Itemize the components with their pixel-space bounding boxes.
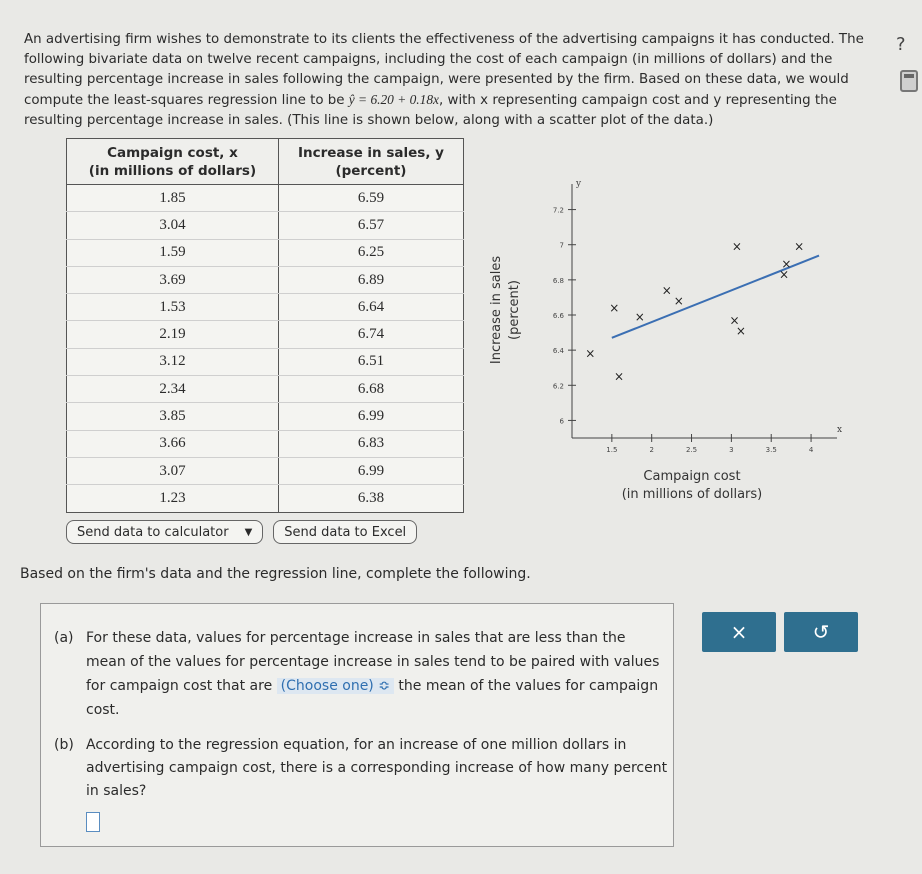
- column-header-sales: Increase in sales, y (percent): [278, 139, 463, 185]
- data-point: ×: [634, 309, 645, 324]
- answer-input[interactable]: [86, 812, 100, 832]
- data-point: ×: [585, 346, 596, 361]
- instructions: Based on the firm's data and the regression line, complete the following.: [20, 566, 531, 582]
- x-axis-symbol: x: [837, 425, 843, 435]
- choose-one-dropdown[interactable]: (Choose one) ≎: [277, 678, 394, 694]
- scatter-plot: [489, 170, 852, 502]
- intro-line: An advertising firm wishes to demonstrate to its clients the effectiveness of the advertising campaigns it has conducted. The: [24, 32, 864, 47]
- send-to-excel-button[interactable]: [273, 520, 417, 544]
- sales-cell: 6.25: [278, 239, 463, 266]
- y-axis-label: Increase in sales: [489, 255, 504, 365]
- intro-line: resulting percentage increase in sales. (This line is shown below, along with a scatter plot of the data.): [24, 113, 714, 128]
- clear-button[interactable]: ×: [702, 612, 776, 652]
- button-label: Send data to Excel: [284, 524, 407, 540]
- table-row: [67, 376, 464, 403]
- sales-cell: 6.38: [278, 485, 463, 512]
- action-buttons: [702, 612, 858, 652]
- intro-text: , with x representing campaign cost and y representing the: [438, 93, 837, 108]
- x-tick-label: 2.5: [685, 446, 698, 454]
- table-row: [67, 294, 464, 321]
- intro-line: [24, 90, 864, 111]
- question-label: (a): [54, 630, 74, 646]
- y-tick-label: 6.6: [552, 312, 564, 320]
- data-point: ×: [794, 239, 805, 254]
- table-row: [67, 239, 464, 266]
- undo-button[interactable]: ↺: [784, 612, 858, 652]
- question-text: According to the regression equation, for an increase of one million dollars in advertising campaign cost, there is a corresponding increase of how many percent in sales?: [86, 737, 668, 799]
- data-point: ×: [781, 257, 792, 272]
- y-tick-label: 6.4: [552, 347, 564, 356]
- send-to-calculator-button[interactable]: [66, 520, 263, 544]
- table-row: [67, 430, 464, 457]
- sales-cell: 6.74: [278, 321, 463, 348]
- y-tick-label: 7: [559, 241, 564, 250]
- cost-cell: 3.66: [67, 430, 279, 457]
- cost-cell: 3.69: [67, 266, 279, 293]
- table-row: [67, 266, 464, 293]
- cost-cell: 3.85: [67, 403, 279, 430]
- sales-cell: 6.59: [278, 185, 463, 212]
- cost-cell: 3.12: [67, 348, 279, 375]
- table-row: [67, 457, 464, 484]
- sales-cell: 6.99: [278, 457, 463, 484]
- sales-cell: 6.64: [278, 294, 463, 321]
- table-row: [67, 403, 464, 430]
- y-axis-symbol: y: [576, 179, 582, 189]
- chevron-down-icon[interactable]: ▼: [244, 526, 253, 538]
- sales-cell: 6.83: [278, 430, 463, 457]
- y-tick-label: 6.2: [552, 382, 564, 391]
- cost-cell: 3.07: [67, 457, 279, 484]
- intro-text: compute the least-squares regression line to be: [24, 93, 349, 108]
- cost-cell: 1.53: [67, 294, 279, 321]
- regression-equation: ŷ = 6.20 + 0.18x: [348, 92, 439, 107]
- data-point: ×: [609, 300, 620, 315]
- x-tick-label: 1.5: [606, 446, 618, 454]
- data-point: ×: [735, 323, 746, 338]
- x-axis-label-units: (in millions of dollars): [621, 487, 763, 502]
- data-point: ×: [729, 313, 740, 328]
- sales-cell: 6.99: [278, 403, 463, 430]
- cost-cell: 1.85: [67, 185, 279, 212]
- cost-cell: 2.19: [67, 321, 279, 348]
- sales-cell: 6.89: [278, 266, 463, 293]
- table-row: [67, 185, 464, 212]
- intro-line: following bivariate data on twelve recent campaigns, including the cost of each campaign (in millions of dollars) and the: [24, 52, 833, 67]
- question-text: For these data, values for percentage increase in sales that are less than the mean of the values for percentage increase in sales tend to be paired with values for campaign cost that are: [86, 630, 660, 694]
- data-point: ×: [778, 267, 789, 282]
- question-a: [54, 626, 666, 722]
- cost-cell: 3.04: [67, 212, 279, 239]
- question-label: (b): [54, 737, 74, 753]
- data-points: [585, 239, 804, 383]
- data-point: ×: [673, 293, 684, 308]
- sales-cell: 6.68: [278, 376, 463, 403]
- y-tick-label: 7.2: [552, 206, 564, 215]
- data-table: [66, 138, 464, 513]
- cost-cell: 2.34: [67, 376, 279, 403]
- plot-ticks: [553, 207, 814, 454]
- table-row: [67, 321, 464, 348]
- y-tick-label: 6: [559, 417, 564, 426]
- x-tick-label: 4: [808, 446, 814, 454]
- y-tick-label: 6.8: [552, 276, 564, 285]
- calculator-icon[interactable]: [900, 70, 918, 92]
- x-tick-label: 2: [649, 446, 654, 454]
- sales-cell: 6.51: [278, 348, 463, 375]
- question-text: the mean of the values for campaign cost.: [86, 678, 659, 718]
- column-header-cost: Campaign cost, x (in millions of dollars): [67, 139, 279, 185]
- intro-line: resulting percentage increase in sales following the campaign, were presented by the firm. Based on these data, we would: [24, 72, 849, 87]
- help-icon[interactable]: ?: [896, 34, 906, 55]
- table-row: [67, 485, 464, 512]
- data-point: ×: [613, 369, 625, 384]
- x-tick-label: 3.5: [765, 446, 777, 454]
- x-axis-label: Campaign cost: [643, 469, 741, 484]
- cost-cell: 1.23: [67, 485, 279, 512]
- problem-statement: [24, 30, 864, 131]
- button-label: Send data to calculator: [77, 524, 229, 540]
- data-point: ×: [661, 283, 672, 298]
- question-b: [54, 734, 670, 803]
- x-tick-label: 3: [729, 446, 734, 454]
- data-point: ×: [731, 239, 742, 254]
- table-row: [67, 212, 464, 239]
- cost-cell: 1.59: [67, 239, 279, 266]
- sales-cell: 6.57: [278, 212, 463, 239]
- table-row: [67, 348, 464, 375]
- data-buttons: [66, 520, 417, 544]
- y-axis-label-units: (percent): [507, 280, 522, 340]
